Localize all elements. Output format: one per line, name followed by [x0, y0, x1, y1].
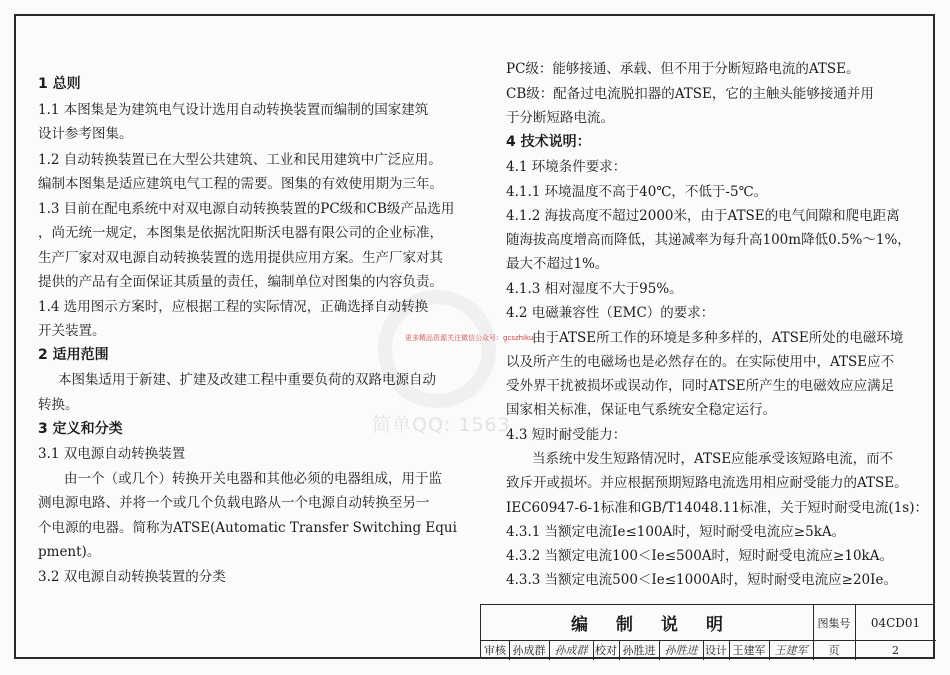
text-line: 当系统中发生短路情况时，ATSE应能承受该短路电流，而不 [532, 451, 894, 467]
text-line: 4.3 短时耐受能力： [506, 427, 627, 443]
text-line: PC级：能够接通、承载、但不用于分断短路电流的ATSE。 [506, 61, 860, 77]
text-line: 受外界干扰被损坏或误动作，同时ATSE所产生的电磁效应应满足 [506, 378, 895, 394]
text-line: 4.2 电磁兼容性（EMC）的要求： [506, 305, 715, 321]
text-line: 编制本图集是适应建筑电气工程的需要。图集的有效使用期为三年。 [38, 176, 443, 192]
text-line: 开关装置。 [38, 323, 106, 339]
page-number: 2 [892, 643, 899, 657]
text-line: 1.2 自动转换装置已在大型公共建筑、工业和民用建筑中广泛应用。 [38, 152, 442, 168]
text-line: 本图集适用于新建、扩建及改建工程中重要负荷的双路电源自动 [58, 372, 436, 388]
text-line: 4.1.2 海拔高度不超过2000米，由于ATSE的电气间隙和爬电距离 [506, 208, 900, 224]
drawing-title: 编制说明 [571, 615, 751, 635]
text-line: IEC60947-6-1标准和GB/T14048.11标准，关于短时耐受电流(1s)： [506, 500, 928, 516]
text-line: 个电源的电器。简称为ATSE(Automatic Transfer Switching Equi [38, 520, 457, 536]
text-line: 3.1 双电源自动转换装置 [38, 446, 186, 462]
text-line: 于分断短路电流。 [506, 110, 614, 126]
text-line: 3.2 双电源自动转换装置的分类 [38, 569, 226, 585]
text-line: 转换。 [38, 397, 79, 413]
reviewer-name: 孙成群 [512, 644, 546, 657]
proofreader-name: 孙胜进 [622, 644, 656, 657]
text-line: 1.1 本图集是为建筑电气设计选用自动转换装置而编制的国家建筑 [38, 102, 429, 118]
proof-label: 校对 [595, 644, 617, 657]
page-label: 页 [828, 644, 840, 657]
text-line: 4.1.3 相对湿度不大于95%。 [506, 281, 683, 297]
designer-name: 王建军 [732, 644, 766, 657]
text-line: CB级：配备过电流脱扣器的ATSE，它的主触头能够接通并用 [506, 86, 874, 102]
design-label: 设计 [705, 644, 727, 657]
proofreader-signature: 孙胜进 [664, 644, 698, 657]
text-line: 随海拔高度增高而降低，其递减率为每升高100m降低0.5%～1%， [506, 232, 911, 248]
text-line: 致斥开或损坏。并应根据预期短路电流选用相应耐受能力的ATSE。 [506, 475, 908, 491]
text-line: pment)。 [38, 544, 101, 560]
text-line: 4.3.1 当额定电流Ie≤100A时，短时耐受电流应≥5kA。 [506, 524, 846, 540]
text-line: 最大不超过1%。 [506, 256, 609, 272]
text-line: 生产厂家对双电源自动转换装置的选用提供应用方案。生产厂家对其 [38, 250, 443, 266]
text-line: 国家相关标准，保证电气系统安全稳定运行。 [506, 402, 776, 418]
heading-definition: 3 定义和分类 [38, 421, 123, 437]
text-line: 4.1.1 环境温度不高于40℃，不低于-5℃。 [506, 184, 768, 200]
text-line: 1.3 目前在配电系统中对双电源自动转换装置的PC级和CB级产品选用 [38, 201, 455, 217]
heading-scope: 2 适用范围 [38, 347, 109, 363]
heading-technical: 4 技术说明： [506, 134, 591, 150]
watermark-text: 简单QQ: 1563 [372, 414, 511, 436]
text-line: 设计参考图集。 [38, 126, 133, 142]
designer-signature: 王建军 [774, 644, 808, 657]
watermark-link[interactable]: 更多精品资源关注微信公众号：gcszhiku [405, 334, 534, 342]
text-line: 由一个（或几个）转换开关电器和其他必须的电器组成，用于监 [64, 471, 442, 487]
reviewer-signature: 孙成群 [554, 644, 588, 657]
text-line: 4.3.2 当额定电流100＜Ie≤500A时，短时耐受电流应≥10kA。 [506, 548, 893, 564]
text-line: 4.1 环境条件要求： [506, 159, 627, 175]
text-line: ，尚无统一规定，本图集是依据沈阳斯沃电器有限公司的企业标准， [38, 225, 443, 241]
text-line: 以及所产生的电磁场也是必然存在的。在实际使用中，ATSE应不 [506, 354, 895, 370]
title-block [480, 604, 935, 659]
text-line: 4.3.3 当额定电流500＜Ie≤1000A时，短时耐受电流应≥20Ie。 [506, 572, 897, 588]
text-line: 测电源电路、并将一个或几个负载电路从一个电源自动转换至另一 [38, 495, 430, 511]
text-line: 提供的产品有全面保证其质量的责任，编制单位对图集的内容负责。 [38, 274, 443, 290]
heading-general: 1 总则 [38, 76, 81, 92]
text-line: 1.4 选用图示方案时，应根据工程的实际情况，正确选择自动转换 [38, 299, 429, 315]
atlas-number: 04CD01 [870, 615, 921, 630]
atlas-label: 图集号 [817, 616, 851, 630]
text-line: 由于ATSE所工作的环境是多种多样的，ATSE所处的电磁环境 [532, 330, 904, 346]
review-label: 审核 [484, 644, 506, 657]
